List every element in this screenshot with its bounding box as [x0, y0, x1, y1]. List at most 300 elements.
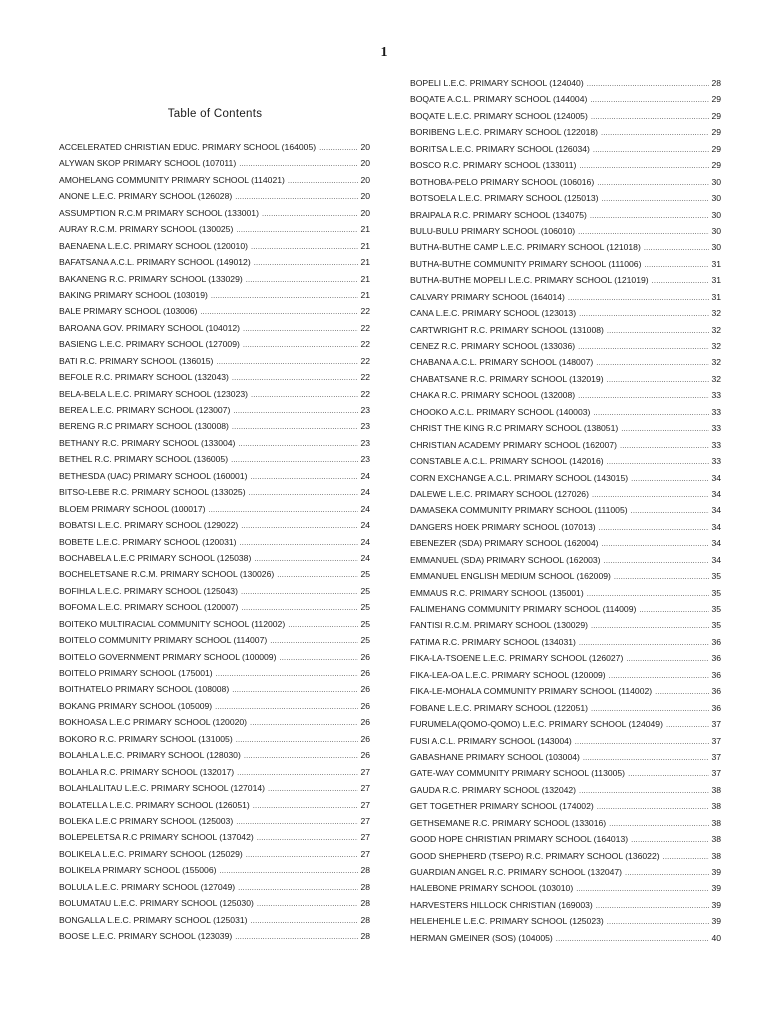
toc-entry-page: 30 [711, 193, 721, 204]
toc-entry-name: HALEBONE PRIMARY SCHOOL (103010) [410, 883, 574, 894]
toc-entry[interactable] [410, 91, 721, 107]
toc-entry[interactable] [59, 139, 370, 155]
toc-entry[interactable] [59, 912, 370, 928]
toc-entry-name: BAENAENA L.E.C. PRIMARY SCHOOL (120010) [59, 240, 248, 251]
toc-entry-page: 29 [711, 143, 721, 154]
toc-entry-name: BOCHELETSANE R.C.M. PRIMARY SCHOOL (130026) [59, 569, 275, 580]
toc-entry-name: BOLIKELA PRIMARY SCHOOL (155006) [59, 865, 217, 876]
toc-entry-page: 28 [360, 865, 370, 876]
toc-entry-page: 39 [711, 916, 721, 927]
dot-leader [216, 666, 359, 681]
toc-entry[interactable] [59, 418, 370, 434]
toc-entry-name: BASIENG L.E.C. PRIMARY SCHOOL (127009) [59, 339, 240, 350]
toc-entry[interactable] [59, 205, 370, 221]
toc-entry[interactable] [59, 780, 370, 796]
toc-entry-name: CHABATSANE R.C. PRIMARY SCHOOL (132019) [410, 373, 604, 384]
toc-entry[interactable] [59, 303, 370, 319]
dot-leader [590, 92, 709, 107]
toc-entry-name: BEFOLE R.C. PRIMARY SCHOOL (132043) [59, 372, 229, 383]
toc-entry-name: CORN EXCHANGE A.C.L. PRIMARY SCHOOL (143015) [410, 472, 629, 483]
toc-entry-page: 30 [711, 242, 721, 253]
toc-entry[interactable] [410, 75, 721, 91]
dot-leader [607, 914, 710, 929]
toc-entry[interactable] [410, 634, 721, 650]
toc-entry[interactable] [410, 289, 721, 305]
toc-entry-name: BELA-BELA L.E.C. PRIMARY SCHOOL (123023) [59, 388, 248, 399]
toc-entry-name: BETHEL R.C. PRIMARY SCHOOL (136005) [59, 454, 229, 465]
dot-leader [219, 863, 358, 878]
toc-entry-name: BALE PRIMARY SCHOOL (103006) [59, 306, 198, 317]
toc-entry-name: BOKHOASA L.E.C PRIMARY SCHOOL (120020) [59, 717, 248, 728]
toc-entry[interactable] [59, 172, 370, 188]
toc-entry-name: EMMAUS R.C. PRIMARY SCHOOL (135001) [410, 587, 584, 598]
toc-entry-page: 20 [360, 191, 370, 202]
toc-entry-page: 25 [360, 618, 370, 629]
toc-entry[interactable] [410, 502, 721, 518]
toc-entry[interactable] [59, 271, 370, 287]
toc-entry[interactable] [410, 913, 721, 929]
toc-entry-name: BOKORO R.C. PRIMARY SCHOOL (131005) [59, 733, 233, 744]
toc-entry[interactable] [59, 846, 370, 862]
dot-leader [288, 173, 359, 188]
dot-leader [609, 816, 709, 831]
toc-entry-page: 33 [711, 390, 721, 401]
dot-leader [663, 849, 710, 864]
dot-leader [631, 503, 710, 518]
toc-entry[interactable] [410, 256, 721, 272]
toc-entry[interactable] [410, 585, 721, 601]
toc-entry[interactable] [59, 402, 370, 418]
toc-entry-name: BOLAHLA L.E.C. PRIMARY SCHOOL (128030) [59, 750, 241, 761]
toc-entry-name: EMMANUEL ENGLISH MEDIUM SCHOOL (162009) [410, 571, 611, 582]
toc-entry-name: BULU-BULU PRIMARY SCHOOL (106010) [410, 225, 576, 236]
toc-entry[interactable] [410, 486, 721, 502]
toc-entry[interactable] [410, 650, 721, 666]
toc-right-column [410, 75, 721, 946]
toc-entry-name: BOKANG PRIMARY SCHOOL (105009) [59, 700, 213, 711]
dot-leader [587, 586, 710, 601]
toc-entry[interactable] [410, 174, 721, 190]
toc-entry[interactable] [410, 437, 721, 453]
dot-leader [233, 403, 358, 418]
dot-leader [652, 273, 710, 288]
dot-leader [578, 388, 709, 403]
toc-entry-page: 23 [360, 454, 370, 465]
toc-entry[interactable] [410, 420, 721, 436]
toc-entry-page: 26 [360, 684, 370, 695]
toc-entry-name: BAKING PRIMARY SCHOOL (103019) [59, 289, 208, 300]
toc-entry-page: 34 [711, 505, 721, 516]
toc-entry[interactable] [59, 254, 370, 270]
toc-entry-page: 21 [360, 224, 370, 235]
toc-entry-name: BETHANY R.C. PRIMARY SCHOOL (133004) [59, 437, 236, 448]
toc-entry[interactable] [410, 305, 721, 321]
toc-entry-name: GOOD HOPE CHRISTIAN PRIMARY SCHOOL (164013) [410, 834, 629, 845]
toc-entry-page: 29 [711, 127, 721, 138]
toc-entry[interactable] [59, 188, 370, 204]
toc-entry-name: BAFATSANA A.C.L. PRIMARY SCHOOL (149012) [59, 257, 251, 268]
toc-entry-page: 26 [360, 668, 370, 678]
dot-leader [250, 469, 358, 484]
toc-entry-page: 40 [711, 932, 721, 943]
toc-entry[interactable] [59, 435, 370, 451]
toc-entry[interactable] [410, 223, 721, 239]
dot-leader [556, 931, 710, 946]
toc-entry-name: BOBETE L.E.C. PRIMARY SCHOOL (120031) [59, 536, 237, 547]
dot-leader [243, 321, 358, 336]
toc-entry[interactable] [410, 864, 721, 880]
toc-entry[interactable] [410, 667, 721, 683]
toc-entry-name: BETHESDA (UAC) PRIMARY SCHOOL (160001) [59, 470, 248, 481]
dot-leader [599, 520, 710, 535]
toc-entry[interactable] [59, 238, 370, 254]
toc-entry[interactable] [410, 880, 721, 896]
toc-entry[interactable] [59, 764, 370, 780]
dot-leader [602, 191, 710, 206]
toc-entry[interactable] [59, 451, 370, 467]
dot-leader [583, 750, 710, 765]
toc-entry-page: 30 [711, 176, 721, 187]
toc-entry[interactable] [59, 336, 370, 352]
toc-entry[interactable] [410, 322, 721, 338]
toc-entry-name: ANONE L.E.C. PRIMARY SCHOOL (126028) [59, 191, 233, 202]
dot-leader [597, 175, 709, 190]
toc-entry[interactable] [410, 207, 721, 223]
dot-leader [240, 535, 359, 550]
dot-leader [579, 783, 709, 798]
toc-entry-page: 39 [711, 883, 721, 894]
toc-entry[interactable] [59, 649, 370, 665]
toc-entry[interactable] [410, 617, 721, 633]
toc-entry-page: 25 [360, 569, 370, 580]
toc-entry[interactable] [59, 320, 370, 336]
toc-entry[interactable] [410, 733, 721, 749]
toc-entry-name: BLOEM PRIMARY SCHOOL (100017) [59, 503, 206, 514]
toc-entry-page: 22 [360, 372, 370, 383]
dot-leader [579, 635, 710, 650]
toc-entry[interactable] [410, 552, 721, 568]
toc-entry-page: 28 [711, 78, 721, 88]
toc-entry-name: FIKA-LEA-OA L.E.C. PRIMARY SCHOOL (120009) [410, 669, 606, 680]
toc-entry-page: 23 [360, 437, 370, 448]
toc-entry[interactable] [410, 535, 721, 551]
toc-entry-name: BOQATE A.C.L. PRIMARY SCHOOL (144004) [410, 94, 588, 105]
toc-entry-page: 20 [360, 174, 370, 185]
toc-entry[interactable] [410, 354, 721, 370]
toc-entry[interactable] [410, 470, 721, 486]
dot-leader [250, 715, 358, 730]
toc-entry-page: 21 [360, 273, 370, 284]
toc-entry[interactable] [410, 815, 721, 831]
dot-leader [568, 290, 710, 305]
toc-entry-page: 22 [360, 388, 370, 399]
toc-entry-name: BERENG R.C PRIMARY SCHOOL (130008) [59, 421, 229, 432]
toc-entry[interactable] [59, 155, 370, 171]
toc-entry-name: CHRIST THE KING R.C PRIMARY SCHOOL (138051) [410, 423, 619, 434]
toc-entry-page: 35 [711, 587, 721, 598]
toc-entry-name: BAKANENG R.C. PRIMARY SCHOOL (133029) [59, 273, 243, 284]
dot-leader [575, 734, 710, 749]
dot-leader [251, 387, 358, 402]
toc-entry[interactable] [410, 141, 721, 157]
dot-leader [601, 536, 709, 551]
dot-leader [236, 732, 359, 747]
toc-entry-name: BOFIHLA L.E.C. PRIMARY SCHOOL (125043) [59, 585, 238, 596]
dot-leader [236, 814, 358, 829]
toc-entry[interactable] [410, 124, 721, 140]
toc-entry[interactable] [410, 338, 721, 354]
toc-entry[interactable] [410, 749, 721, 765]
toc-entry-page: 36 [711, 653, 721, 664]
toc-entry[interactable] [59, 665, 370, 681]
toc-entry-page: 24 [360, 552, 370, 563]
toc-entry-page: 23 [360, 421, 370, 432]
toc-entry-name: GABASHANE PRIMARY SCHOOL (103004) [410, 751, 580, 762]
toc-entry-page: 38 [711, 817, 721, 828]
dot-leader [628, 766, 709, 781]
toc-entry[interactable] [59, 468, 370, 484]
toc-entry-name: BRAIPALA R.C. PRIMARY SCHOOL (134075) [410, 209, 587, 220]
toc-entry-name: CHOOKO A.C.L. PRIMARY SCHOOL (140003) [410, 406, 591, 417]
toc-entry-name: CONSTABLE A.C.L. PRIMARY SCHOOL (142016) [410, 456, 604, 467]
toc-entry[interactable] [410, 453, 721, 469]
toc-entry-name: BOLEPELETSA R.C PRIMARY SCHOOL (137042) [59, 832, 254, 843]
toc-entry-name: HELEHEHLE L.E.C. PRIMARY SCHOOL (125023) [410, 916, 604, 927]
toc-entry-name: CARTWRIGHT R.C. PRIMARY SCHOOL (131008) [410, 324, 604, 335]
toc-entry-name: DALEWE L.E.C. PRIMARY SCHOOL (127026) [410, 488, 589, 499]
toc-entry-name: CANA L.E.C. PRIMARY SCHOOL (123013) [410, 308, 577, 319]
toc-entry-page: 30 [711, 209, 721, 220]
toc-entry-name: GOOD SHEPHERD (TSEPO) R.C. PRIMARY SCHOOL (136022) [410, 850, 660, 861]
toc-entry[interactable] [410, 387, 721, 403]
toc-entry-name: ACCELERATED CHRISTIAN EDUC. PRIMARY SCHOOL (164005) [59, 142, 317, 152]
dot-leader [644, 240, 710, 255]
toc-entry-page: 31 [711, 258, 721, 269]
toc-entry[interactable] [59, 632, 370, 648]
toc-entry[interactable] [59, 829, 370, 845]
toc-entry[interactable] [410, 404, 721, 420]
toc-entry[interactable] [59, 599, 370, 615]
toc-entry-page: 27 [360, 783, 370, 794]
toc-entry[interactable] [410, 683, 721, 699]
dot-leader [254, 255, 359, 270]
dot-leader [607, 454, 710, 469]
toc-entry[interactable] [59, 534, 370, 550]
toc-entry-page: 21 [360, 257, 370, 268]
dot-leader [249, 485, 359, 500]
toc-entry-name: CHRISTIAN ACADEMY PRIMARY SCHOOL (162007) [410, 439, 617, 450]
dot-leader [231, 452, 358, 467]
toc-entry-page: 36 [711, 669, 721, 680]
toc-entry-name: GUARDIAN ANGEL R.C. PRIMARY SCHOOL (132047) [410, 867, 623, 877]
toc-entry[interactable] [410, 568, 721, 584]
dot-leader [215, 699, 358, 714]
dot-leader [251, 913, 359, 928]
toc-entry[interactable] [410, 700, 721, 716]
toc-entry[interactable] [59, 386, 370, 402]
toc-entry-page: 24 [360, 503, 370, 514]
dot-leader [666, 717, 710, 732]
toc-entry[interactable] [59, 862, 370, 878]
toc-entry-page: 23 [360, 405, 370, 415]
dot-leader [578, 339, 709, 354]
toc-entry-page: 36 [711, 702, 721, 713]
dot-leader [639, 602, 709, 617]
toc-entry[interactable] [59, 501, 370, 517]
dot-leader [253, 798, 359, 813]
toc-entry-page: 32 [711, 341, 721, 351]
toc-left-column [59, 139, 370, 944]
toc-entry[interactable] [410, 108, 721, 124]
toc-entry-page: 35 [711, 571, 721, 582]
dot-leader [576, 881, 709, 896]
toc-entry-page: 32 [711, 357, 721, 368]
toc-entry[interactable] [410, 371, 721, 387]
dot-leader [614, 569, 710, 584]
toc-entry[interactable] [410, 798, 721, 814]
toc-entry-name: AMOHELANG COMMUNITY PRIMARY SCHOOL (114021) [59, 174, 285, 185]
toc-entry-page: 20 [360, 142, 370, 152]
toc-entry-page: 24 [360, 536, 370, 547]
toc-entry-page: 33 [711, 439, 721, 450]
toc-entry-page: 33 [711, 406, 721, 417]
toc-entry-page: 29 [711, 110, 721, 121]
toc-entry[interactable] [59, 566, 370, 582]
toc-entry[interactable] [59, 681, 370, 697]
toc-entry-name: CENEZ R.C. PRIMARY SCHOOL (133036) [410, 341, 576, 351]
toc-entry[interactable] [59, 221, 370, 237]
toc-entry-page: 22 [360, 355, 370, 366]
toc-entry[interactable] [59, 879, 370, 895]
toc-entry-page: 38 [711, 850, 721, 861]
toc-entry-page: 34 [711, 521, 721, 532]
dot-leader [279, 650, 358, 665]
toc-entry-name: BOITHATELO PRIMARY SCHOOL (108008) [59, 684, 230, 695]
toc-entry-page: 32 [711, 373, 721, 384]
page-number: 1 [380, 45, 388, 60]
toc-entry-page: 22 [360, 339, 370, 350]
toc-entry[interactable] [59, 928, 370, 944]
toc-entry-page: 37 [711, 719, 721, 730]
toc-entry-page: 31 [711, 291, 721, 302]
toc-entry[interactable] [59, 731, 370, 747]
toc-entry-name: CHAKA R.C. PRIMARY SCHOOL (132008) [410, 390, 576, 401]
toc-entry-page: 37 [711, 768, 721, 779]
toc-entry-page: 25 [360, 585, 370, 596]
toc-entry[interactable] [59, 353, 370, 369]
toc-entry-page: 22 [360, 322, 370, 333]
dot-leader [211, 288, 359, 303]
toc-entry-page: 25 [360, 635, 370, 646]
toc-entry[interactable] [59, 287, 370, 303]
toc-entry[interactable] [410, 765, 721, 781]
dot-leader [243, 337, 359, 352]
dot-leader [578, 224, 709, 239]
toc-entry-page: 33 [711, 456, 721, 467]
dot-leader [238, 436, 358, 451]
dot-leader [631, 832, 709, 847]
toc-entry-name: CALVARY PRIMARY SCHOOL (164014) [410, 291, 565, 302]
toc-entry-name: ASSUMPTION R.C.M PRIMARY SCHOOL (133001) [59, 207, 259, 218]
toc-entry[interactable] [59, 517, 370, 533]
toc-entry-page: 28 [360, 881, 370, 892]
toc-entry[interactable] [59, 616, 370, 632]
dot-leader [597, 799, 710, 814]
toc-entry-page: 34 [711, 538, 721, 549]
toc-entry-name: BOLAHLA R.C. PRIMARY SCHOOL (132017) [59, 766, 235, 777]
toc-entry-name: DAMASEKA COMMUNITY PRIMARY SCHOOL (111005) [410, 505, 628, 516]
dot-leader [246, 272, 359, 287]
toc-entry[interactable] [410, 519, 721, 535]
toc-entry-name: BOTSOELA L.E.C. PRIMARY SCHOOL (125013) [410, 193, 599, 204]
toc-entry[interactable] [410, 782, 721, 798]
toc-entry[interactable] [59, 747, 370, 763]
toc-entry[interactable] [410, 831, 721, 847]
toc-entry-name: BOLEKA L.E.C PRIMARY SCHOOL (125003) [59, 815, 234, 826]
dot-leader [268, 781, 358, 796]
toc-entry[interactable] [410, 601, 721, 617]
toc-entry-name: GATE-WAY COMMUNITY PRIMARY SCHOOL (113005) [410, 768, 626, 779]
toc-entry[interactable] [410, 157, 721, 173]
toc-entry[interactable] [410, 239, 721, 255]
toc-title: Table of Contents [167, 108, 263, 120]
toc-entry-name: BOTHOBA-PELO PRIMARY SCHOOL (106016) [410, 176, 595, 187]
toc-entry[interactable] [59, 550, 370, 566]
toc-entry[interactable] [410, 930, 721, 946]
dot-leader [587, 76, 710, 91]
toc-entry-page: 32 [711, 324, 721, 335]
dot-leader [607, 372, 710, 387]
toc-entry-name: BATI R.C. PRIMARY SCHOOL (136015) [59, 355, 214, 366]
toc-entry-name: BOOSE L.E.C. PRIMARY SCHOOL (123039) [59, 931, 233, 941]
toc-entry-name: BOITELO GOVERNMENT PRIMARY SCHOOL (100009) [59, 651, 277, 662]
toc-entry-page: 38 [711, 784, 721, 795]
toc-entry[interactable] [410, 190, 721, 206]
toc-entry-name: BOITELO COMMUNITY PRIMARY SCHOOL (114007) [59, 635, 268, 646]
toc-entry-page: 27 [360, 766, 370, 777]
toc-entry-name: BITSO-LEBE R.C. PRIMARY SCHOOL (133025) [59, 487, 246, 498]
dot-leader [590, 208, 710, 223]
toc-entry[interactable] [59, 895, 370, 911]
toc-entry-name: EBENEZER (SDA) PRIMARY SCHOOL (162004) [410, 538, 599, 549]
toc-entry[interactable] [410, 897, 721, 913]
toc-entry-page: 34 [711, 472, 721, 483]
dot-leader [200, 304, 358, 319]
dot-leader [626, 651, 709, 666]
dot-leader [593, 405, 709, 420]
toc-entry[interactable] [59, 583, 370, 599]
dot-leader [579, 158, 709, 173]
toc-entry-page: 36 [711, 636, 721, 647]
toc-entry[interactable] [59, 369, 370, 385]
toc-entry[interactable] [410, 848, 721, 864]
toc-entry[interactable] [410, 716, 721, 732]
toc-entry[interactable] [59, 797, 370, 813]
toc-entry[interactable] [59, 813, 370, 829]
toc-entry-name: BOBATSI L.E.C. PRIMARY SCHOOL (129022) [59, 520, 239, 531]
dot-leader [609, 668, 710, 683]
toc-entry-name: BOCHABELA L.E.C PRIMARY SCHOOL (125038) [59, 552, 252, 563]
toc-entry-page: 24 [360, 487, 370, 498]
toc-entry-name: BONGALLA L.E.C. PRIMARY SCHOOL (125031) [59, 914, 248, 925]
toc-entry-page: 38 [711, 801, 721, 812]
toc-entry[interactable] [410, 272, 721, 288]
dot-leader [591, 701, 709, 716]
toc-entry-page: 27 [360, 799, 370, 810]
toc-entry[interactable] [59, 698, 370, 714]
toc-entry[interactable] [59, 714, 370, 730]
toc-entry[interactable] [59, 484, 370, 500]
